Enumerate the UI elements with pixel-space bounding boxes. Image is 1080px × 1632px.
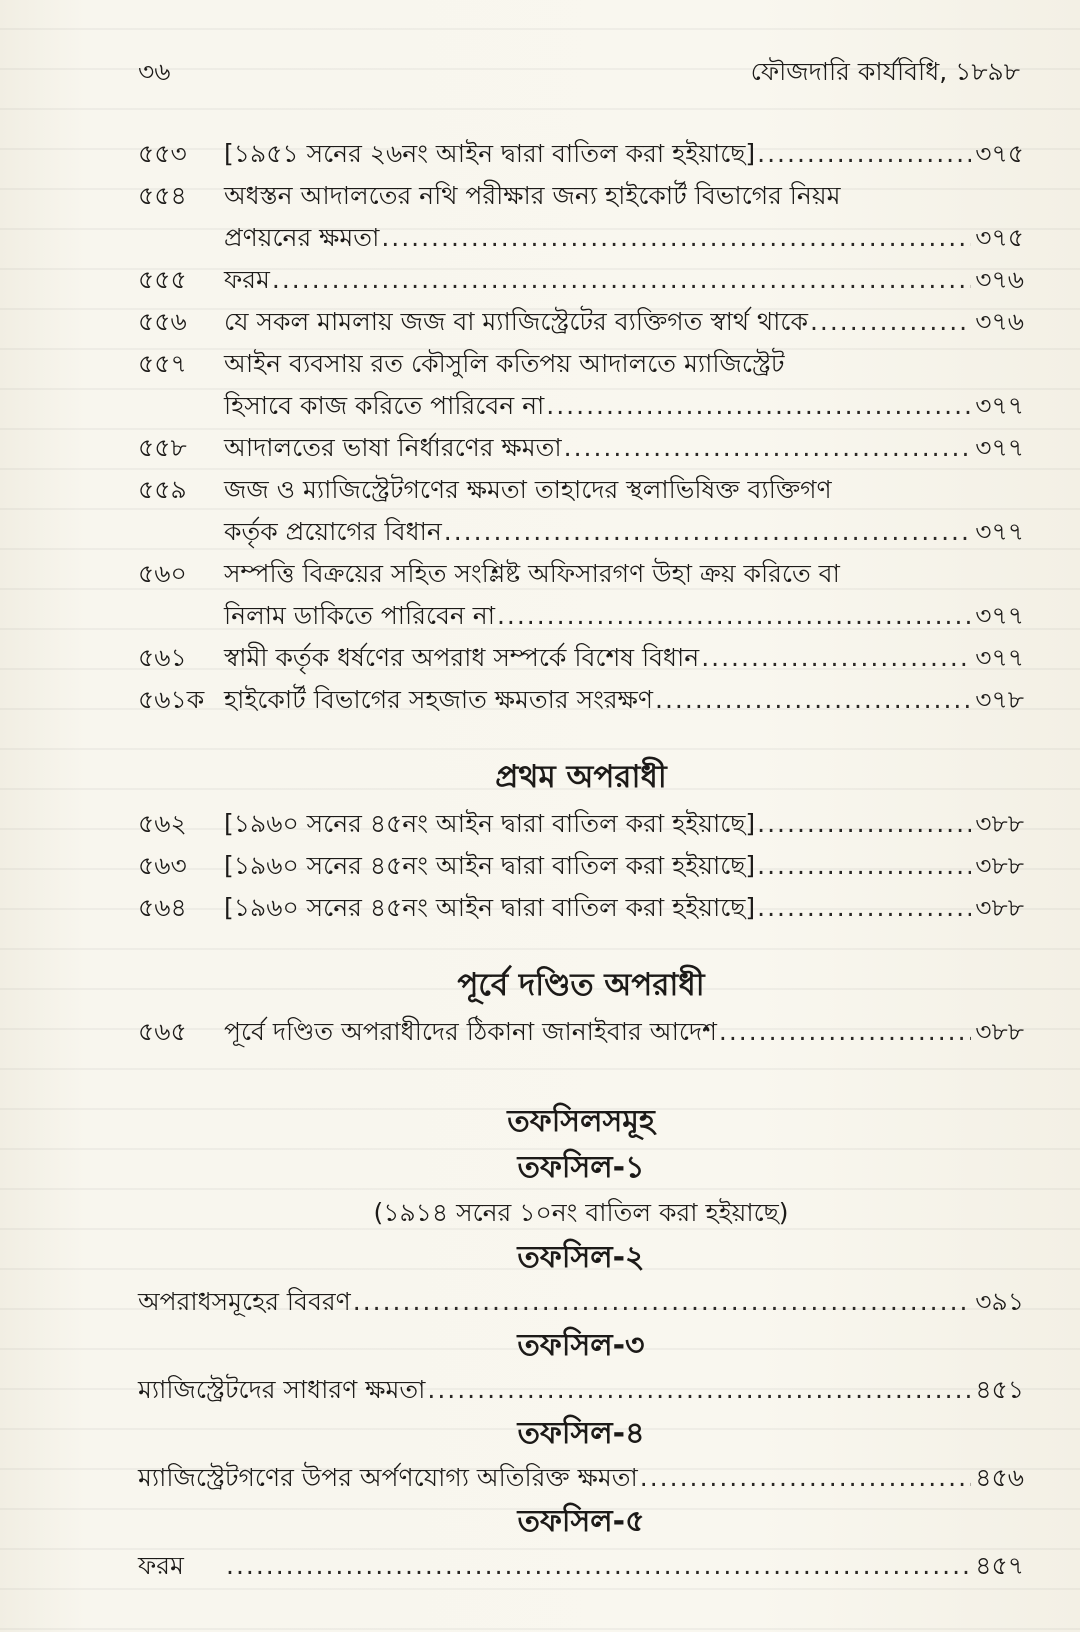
toc-entry (138, 845, 1024, 887)
schedule-entry (138, 1545, 1024, 1587)
entry-title: স্বামী কর্তৃক ধর্ষণের অপরাধ সম্পর্কে বিশেষ বিধান (224, 643, 700, 672)
entry-title-cont: কর্তৃক প্রয়োগের বিধান (224, 517, 442, 546)
book-title: ফৌজদারি কার্যবিধি, ১৮৯৮ (750, 57, 1020, 86)
entry-page: ৩৮৮ (975, 1017, 1024, 1046)
section-number: ৫৬৪ (138, 893, 187, 922)
section-number: ৫৫৪ (138, 181, 187, 210)
entry-page: ৪৫৬ (975, 1463, 1024, 1492)
dot-leader (719, 1011, 971, 1053)
dot-leader (546, 385, 971, 427)
section-number: ৫৬১ (138, 643, 187, 672)
entry-page: ৩৭৮ (975, 685, 1024, 714)
entry-page: ৩৮৮ (975, 851, 1024, 880)
section-number: ৫৫৯ (138, 475, 187, 504)
entry-title: অপরাধসমূহের বিবরণ (138, 1287, 351, 1316)
toc-entry (138, 553, 1024, 595)
table-of-contents (138, 133, 1024, 1587)
toc-entry (138, 637, 1024, 679)
entry-title: ম্যাজিস্ট্রেটগণের উপর অর্পণযোগ্য অতিরিক্ত ক্ষমতা (138, 1463, 638, 1492)
entry-page: ৩৭৭ (975, 643, 1024, 672)
dot-leader (427, 1369, 971, 1411)
toc-entry-continuation (138, 511, 1024, 553)
entry-title-cont: প্রণয়নের ক্ষমতা (224, 223, 380, 252)
toc-entry (138, 679, 1024, 721)
section-number: ৫৫৫ (138, 265, 187, 294)
section-number: ৫৫৮ (138, 433, 187, 462)
dot-leader (701, 637, 971, 679)
toc-entry (138, 803, 1024, 845)
section-number: ৫৬১ক (138, 685, 205, 714)
entry-title: সম্পত্তি বিক্রয়ের সহিত সংশ্লিষ্ট অফিসারগণ উহা ক্রয় করিতে বা (224, 559, 840, 588)
entry-title: আইন ব্যবসায় রত কৌসুলি কতিপয় আদালতে ম্যাজিস্ট্রেট (224, 349, 785, 378)
entry-title-cont: নিলাম ডাকিতে পারিবেন না (224, 601, 495, 630)
schedules-heading: তফসিলসমূহ (507, 1104, 655, 1139)
toc-entry (138, 259, 1024, 301)
schedule-entry (138, 1369, 1024, 1411)
entry-title: আদালতের ভাষা নির্ধারণের ক্ষমতা (224, 433, 562, 462)
entry-page: ৩৭৭ (975, 517, 1024, 546)
entry-page: ৩৭৭ (975, 391, 1024, 420)
entry-title: ম্যাজিস্ট্রেটদের সাধারণ ক্ষমতা (138, 1375, 426, 1404)
dot-leader (757, 845, 971, 887)
schedule-3-heading: তফসিল-৩ (517, 1328, 645, 1363)
entry-page: ৩৮৮ (975, 809, 1024, 838)
page-number: ৩৬ (138, 57, 171, 86)
section-number: ৫৬০ (138, 559, 187, 588)
entry-title: ফরম (138, 1551, 184, 1580)
running-head (138, 52, 1020, 95)
dot-leader (757, 803, 971, 845)
entry-page: ৪৫১ (975, 1375, 1024, 1404)
dot-leader (381, 217, 971, 259)
dot-leader (640, 1457, 972, 1499)
entry-title: [১৯৬০ সনের ৪৫নং আইন দ্বারা বাতিল করা হইয়াছে] (224, 809, 756, 838)
toc-entry-continuation (138, 385, 1024, 427)
schedule-1-heading: তফসিল-১ (517, 1150, 645, 1185)
entry-page: ৩৭৭ (975, 601, 1024, 630)
dot-leader (564, 427, 972, 469)
section-number: ৫৬৩ (138, 851, 187, 880)
toc-entry (138, 1011, 1024, 1053)
section-number: ৫৫৬ (138, 307, 187, 336)
entry-title: অধস্তন আদালতের নথি পরীক্ষার জন্য হাইকোর্ট বিভাগের নিয়ম (224, 181, 841, 210)
schedule-5-heading: তফসিল-৫ (517, 1504, 645, 1539)
section-number: ৫৫৭ (138, 349, 187, 378)
schedule-1-note: (১৯১৪ সনের ১০নং বাতিল করা হইয়াছে) (373, 1198, 789, 1227)
dot-leader (757, 887, 971, 929)
toc-entry (138, 343, 1024, 385)
entry-title: যে সকল মামলায় জজ বা ম্যাজিস্ট্রেটের ব্যক্তিগত স্বার্থ থাকে (224, 307, 808, 336)
dot-leader (810, 301, 971, 343)
dot-leader (353, 1281, 972, 1323)
entry-title-cont: হিসাবে কাজ করিতে পারিবেন না (224, 391, 545, 420)
entry-title: পূর্বে দণ্ডিত অপরাধীদের ঠিকানা জানাইবার আদেশ (224, 1017, 717, 1046)
dot-leader (655, 679, 971, 721)
entry-title: [১৯৫১ সনের ২৬নং আইন দ্বারা বাতিল করা হইয়াছে] (224, 139, 756, 168)
dot-leader (444, 511, 971, 553)
entry-title: জজ ও ম্যাজিস্ট্রেটগণের ক্ষমতা তাহাদের স্থলাভিষিক্ত ব্যক্তিগণ (224, 475, 832, 504)
dot-leader (272, 259, 971, 301)
entry-page: ৩৯১ (975, 1287, 1024, 1316)
schedule-entry (138, 1281, 1024, 1323)
entry-title: [১৯৬০ সনের ৪৫নং আইন দ্বারা বাতিল করা হইয়াছে] (224, 851, 756, 880)
dot-leader (497, 595, 971, 637)
toc-entry (138, 133, 1024, 175)
entry-title: [১৯৬০ সনের ৪৫নং আইন দ্বারা বাতিল করা হইয়াছে] (224, 893, 756, 922)
toc-entry-continuation (138, 217, 1024, 259)
section-number: ৫৬২ (138, 809, 187, 838)
toc-entry (138, 427, 1024, 469)
entry-page: ৪৫৭ (975, 1551, 1024, 1580)
dot-leader (226, 1545, 971, 1587)
toc-entry-continuation (138, 595, 1024, 637)
toc-entry (138, 887, 1024, 929)
toc-entry (138, 469, 1024, 511)
schedule-entry (138, 1457, 1024, 1499)
entry-page: ৩৭৭ (975, 433, 1024, 462)
entry-page: ৩৭৫ (975, 223, 1024, 252)
entry-page: ৩৭৫ (975, 139, 1024, 168)
entry-page: ৩৭৬ (975, 307, 1024, 336)
section-heading-previously-convicted: পূর্বে দণ্ডিত অপরাধী (457, 967, 705, 1003)
schedule-4-heading: তফসিল-৪ (517, 1416, 645, 1451)
entry-page: ৩৭৬ (975, 265, 1024, 294)
entry-title: ফরম (224, 265, 270, 294)
entry-title: হাইকোর্ট বিভাগের সহজাত ক্ষমতার সংরক্ষণ (224, 685, 654, 714)
section-number: ৫৫৩ (138, 139, 187, 168)
section-heading-first-offenders: প্রথম অপরাধী (495, 759, 667, 795)
toc-entry (138, 175, 1024, 217)
entry-page: ৩৮৮ (975, 893, 1024, 922)
section-number: ৫৬৫ (138, 1017, 187, 1046)
dot-leader (757, 133, 971, 175)
schedule-2-heading: তফসিল-২ (517, 1240, 645, 1275)
toc-entry (138, 301, 1024, 343)
